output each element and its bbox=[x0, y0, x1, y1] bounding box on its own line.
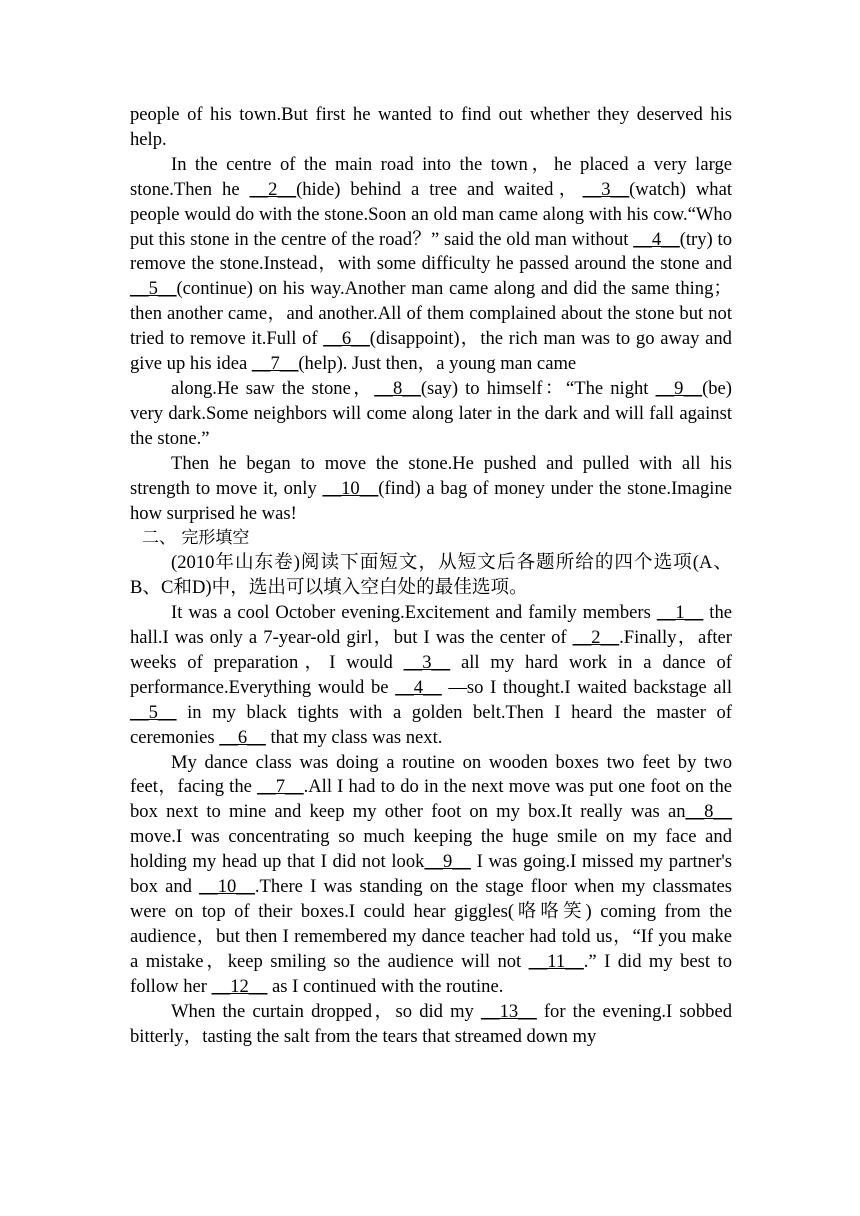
text-run: .” I did my best to follow her bbox=[130, 950, 732, 997]
answer-blank: __2__ bbox=[572, 627, 620, 649]
text-run: (hide) behind a tree and waited， bbox=[296, 178, 583, 200]
text-run: When the curtain dropped，so did my bbox=[171, 1000, 481, 1022]
paragraph bbox=[130, 153, 732, 377]
text-run: .Finally，after weeks of preparation，I would bbox=[130, 627, 733, 673]
text-run: all my hard work in a dance of performance.Everything would be bbox=[130, 651, 733, 698]
paragraph bbox=[130, 377, 732, 452]
text-run: .There I was standing on the stage floor when my classmates were on top of their boxes.I could hear giggles(咯咯笑) coming from the audience，but then I remembered my dance teacher had told us，“If you make a mistake，keep smiling so the audience will not bbox=[130, 876, 732, 972]
text-run: (be) very dark.Some neighbors will come along later in the dark and will fall against the stone.” bbox=[130, 377, 732, 449]
instruction-text: (2010年山东卷)阅读下面短文，从短文后各题所给的四个选项(A、B、C和D)中，选出可以填入空白处的最佳选项。 bbox=[130, 552, 732, 599]
answer-blank: __5__ bbox=[130, 278, 177, 300]
answer-blank: __6__ bbox=[323, 328, 370, 350]
text-run: Then he began to move the stone.He pushed and pulled with all his strength to move it, only bbox=[130, 452, 732, 499]
text-run: that my class was next. bbox=[265, 726, 443, 748]
answer-blank: __7__ bbox=[257, 776, 304, 798]
text-run: .All I had to do in the next move was put one foot on the box next to mine and keep my other foot on my box.It really was an bbox=[130, 776, 732, 823]
text-run: (find) a bag of money under the stone.Imagine how surprised he was! bbox=[130, 477, 732, 524]
instruction-paragraph bbox=[130, 551, 732, 601]
text-run: move.I was concentrating so much keeping the huge smile on my face and holding my head up that I did not look bbox=[130, 826, 732, 873]
text-run: (try) to remove the stone.Instead，with some difficulty he passed around the stone and bbox=[130, 228, 732, 275]
paragraph bbox=[130, 103, 732, 153]
answer-blank: __2__ bbox=[249, 178, 297, 200]
text-run: I was going.I missed my partner's box and bbox=[130, 851, 733, 898]
paragraph bbox=[130, 751, 732, 1000]
answer-blank: __7__ bbox=[251, 353, 299, 375]
text-run: (say) to himself：“The night bbox=[420, 377, 656, 399]
paragraph bbox=[130, 1000, 732, 1050]
answer-blank: __3__ bbox=[582, 178, 630, 200]
text-run: the hall.I was only a 7-year-old girl，but I was the center of bbox=[130, 602, 732, 649]
answer-blank: __13__ bbox=[480, 1000, 537, 1022]
text-run: as I continued with the routine. bbox=[267, 975, 504, 997]
text-run: (disappoint)，the rich man was to go away and give up his idea bbox=[130, 328, 732, 375]
paragraph bbox=[130, 452, 732, 527]
answer-blank: __9__ bbox=[655, 377, 703, 399]
section-heading: 二、 完形填空 bbox=[142, 528, 250, 549]
text-run: (watch) what people would do with the stone.Soon an old man came along with his cow.“Who put this stone in the centre of the road？” said the old man without bbox=[130, 178, 732, 250]
paragraph-text: people of his town.But first he wanted to find out whether they deserved his help. bbox=[130, 104, 732, 150]
answer-blank: __4__ bbox=[395, 676, 442, 698]
answer-blank: __10__ bbox=[199, 876, 255, 898]
answer-blank: __6__ bbox=[219, 726, 266, 748]
text-run: —so I thought.I waited backstage all bbox=[441, 676, 732, 698]
answer-blank: __12__ bbox=[211, 975, 268, 997]
answer-blank: __4__ bbox=[633, 228, 680, 250]
document-page bbox=[130, 103, 732, 1049]
text-run: It was a cool October evening.Excitement and family members bbox=[171, 602, 657, 624]
text-run: My dance class was doing a routine on wooden boxes two feet by two feet，facing the bbox=[130, 751, 732, 798]
text-run: In the centre of the main road into the town，he placed a very large stone.Then he bbox=[130, 153, 732, 200]
answer-blank: __8__ bbox=[374, 377, 421, 399]
text-run: in my black tights with a golden belt.Then I heard the master of ceremonies bbox=[130, 701, 732, 748]
text-run: (help). Just then，a young man came bbox=[298, 353, 577, 375]
text-run: (continue) on his way.Another man came along and did the same thing；then another came，and another.All of them complained about the stone but not tried to remove it.Full of bbox=[130, 278, 732, 350]
paragraph bbox=[130, 601, 732, 750]
answer-blank: __10__ bbox=[322, 477, 379, 499]
answer-blank: __3__ bbox=[403, 651, 451, 673]
answer-blank: __8__ bbox=[685, 801, 732, 823]
answer-blank: __5__ bbox=[130, 701, 177, 723]
answer-blank: __9__ bbox=[424, 851, 471, 873]
text-run: along.He saw the stone， bbox=[171, 377, 375, 399]
answer-blank: __1__ bbox=[656, 602, 704, 624]
answer-blank: __11__ bbox=[528, 950, 584, 972]
text-run: for the evening.I sobbed bitterly，tasting the salt from the tears that streamed down my bbox=[130, 1000, 732, 1047]
